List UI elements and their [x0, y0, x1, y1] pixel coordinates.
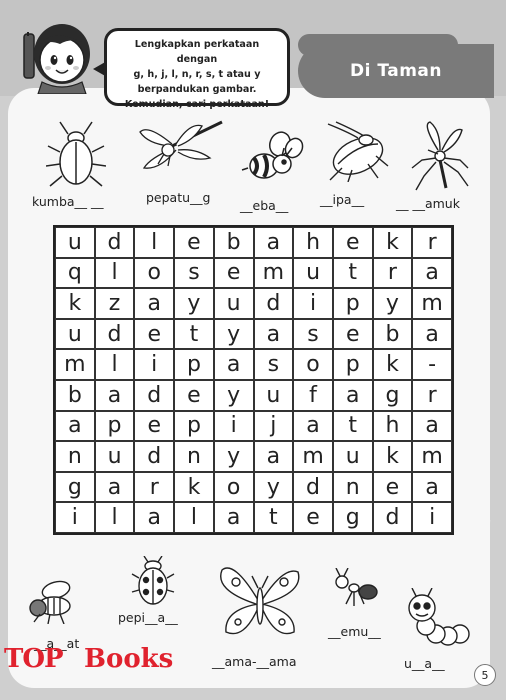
instruction-line-3: berpandukan gambar. — [137, 84, 257, 95]
grid-cell[interactable]: u — [254, 380, 294, 411]
fly-icon — [26, 578, 80, 624]
grid-cell[interactable]: b — [373, 319, 413, 350]
grid-cell[interactable]: e — [174, 227, 214, 258]
grid-cell[interactable]: u — [95, 441, 135, 472]
grid-cell[interactable]: p — [174, 411, 214, 442]
grid-cell[interactable]: d — [254, 288, 294, 319]
grid-cell[interactable]: a — [254, 319, 294, 350]
grid-cell[interactable]: k — [373, 441, 413, 472]
grid-cell[interactable]: a — [55, 411, 95, 442]
grid-cell[interactable]: u — [333, 441, 373, 472]
grid-cell[interactable]: t — [333, 258, 373, 289]
grid-cell[interactable]: o — [214, 472, 254, 503]
ladybug-icon — [130, 556, 176, 610]
grid-cell[interactable]: y — [174, 288, 214, 319]
grid-cell[interactable]: e — [174, 380, 214, 411]
grid-cell[interactable]: m — [254, 258, 294, 289]
instruction-line-1: Lengkapkan perkataan dengan — [134, 39, 260, 65]
grid-cell[interactable]: m — [412, 288, 452, 319]
grid-cell[interactable]: l — [134, 227, 174, 258]
grid-cell[interactable]: e — [134, 319, 174, 350]
page-number: 5 — [474, 664, 496, 686]
grid-cell[interactable]: a — [134, 288, 174, 319]
instruction-bubble — [104, 28, 290, 110]
grid-cell[interactable]: b — [55, 380, 95, 411]
word-search-grid — [53, 225, 454, 535]
grid-cell[interactable]: r — [373, 258, 413, 289]
girl-avatar-icon — [20, 14, 100, 94]
grid-cell[interactable]: y — [214, 441, 254, 472]
label-ladybug: pepi__a__ — [118, 610, 178, 625]
grid-cell[interactable]: d — [293, 472, 333, 503]
grid-cell[interactable]: i — [134, 349, 174, 380]
grid-cell[interactable]: m — [55, 349, 95, 380]
grid-cell[interactable]: r — [134, 472, 174, 503]
grid-cell[interactable]: g — [333, 502, 373, 533]
page-title — [298, 44, 494, 98]
grid-cell[interactable]: a — [412, 411, 452, 442]
grid-cell[interactable]: y — [254, 472, 294, 503]
dragonfly-icon — [138, 118, 224, 174]
grid-cell[interactable]: u — [214, 288, 254, 319]
instruction-line-2: g, h, j, l, n, r, s, t atau y — [133, 69, 261, 80]
label-ant: __emu__ — [328, 624, 381, 639]
grid-cell[interactable]: d — [134, 441, 174, 472]
grid-cell[interactable]: e — [293, 502, 333, 533]
grid-cell[interactable]: a — [412, 472, 452, 503]
bubble-tail — [93, 61, 107, 77]
grid-cell[interactable]: u — [293, 258, 333, 289]
grid-cell[interactable]: d — [373, 502, 413, 533]
grid-cell[interactable]: i — [55, 502, 95, 533]
grid-cell[interactable]: s — [174, 258, 214, 289]
grid-cell[interactable]: p — [333, 288, 373, 319]
grid-cell[interactable]: r — [412, 227, 452, 258]
grid-cell[interactable]: s — [293, 319, 333, 350]
grid-cell[interactable]: a — [134, 502, 174, 533]
label-mosquito: __ __amuk — [396, 196, 460, 211]
grid-cell[interactable]: d — [134, 380, 174, 411]
grid-cell[interactable]: h — [293, 227, 333, 258]
grid-cell[interactable]: n — [55, 441, 95, 472]
grid-cell[interactable]: k — [174, 472, 214, 503]
mosquito-icon — [408, 120, 470, 192]
grid-cell[interactable]: u — [55, 319, 95, 350]
grid-cell[interactable]: e — [373, 472, 413, 503]
grid-cell[interactable]: d — [95, 227, 135, 258]
grid-cell[interactable]: a — [333, 380, 373, 411]
grid-cell[interactable]: h — [373, 411, 413, 442]
label-dragonfly: pepatu__g — [146, 190, 211, 205]
grid-cell[interactable]: a — [254, 441, 294, 472]
grid-cell[interactable]: a — [412, 319, 452, 350]
grid-cell[interactable]: a — [214, 349, 254, 380]
label-fly: __a__at — [34, 636, 80, 651]
grid-cell[interactable]: l — [174, 502, 214, 533]
grid-cell[interactable]: o — [134, 258, 174, 289]
grid-cell[interactable]: p — [95, 411, 135, 442]
grid-cell[interactable]: y — [214, 319, 254, 350]
grid-cell[interactable]: g — [373, 380, 413, 411]
grid-cell[interactable]: b — [214, 227, 254, 258]
logo-top-text: TOP — [4, 644, 63, 674]
grid-cell[interactable]: q — [55, 258, 95, 289]
grid-cell[interactable]: - — [412, 349, 452, 380]
grid-cell[interactable]: g — [55, 472, 95, 503]
grid-cell[interactable]: l — [95, 349, 135, 380]
grid-cell[interactable]: p — [174, 349, 214, 380]
grid-cell[interactable]: i — [412, 502, 452, 533]
grid-cell[interactable]: n — [333, 472, 373, 503]
grid-cell[interactable]: d — [95, 319, 135, 350]
grid-cell[interactable]: m — [412, 441, 452, 472]
topbooks-logo — [4, 640, 184, 678]
grid-cell[interactable]: l — [95, 502, 135, 533]
caterpillar-icon — [402, 588, 474, 652]
grid-cell[interactable]: t — [174, 319, 214, 350]
instruction-line-4: Kemudian, cari perkataan! — [124, 99, 270, 110]
grid-cell[interactable]: t — [333, 411, 373, 442]
grid-cell[interactable]: a — [412, 258, 452, 289]
butterfly-icon — [214, 560, 306, 644]
label-cockroach: __ipa__ — [320, 192, 365, 207]
label-bee: __eba__ — [240, 198, 289, 213]
grid-cell[interactable]: p — [333, 349, 373, 380]
grid-cell[interactable]: k — [373, 349, 413, 380]
label-butterfly: __ama-__ama — [212, 654, 297, 669]
bee-icon — [240, 130, 304, 184]
grid-cell[interactable]: k — [373, 227, 413, 258]
label-beetle: kumba__ __ — [32, 194, 104, 209]
grid-cell[interactable]: k — [55, 288, 95, 319]
grid-cell[interactable]: o — [293, 349, 333, 380]
grid-cell[interactable]: n — [174, 441, 214, 472]
cockroach-icon — [318, 120, 390, 182]
grid-cell[interactable]: a — [95, 380, 135, 411]
grid-cell[interactable]: r — [412, 380, 452, 411]
grid-cell[interactable]: z — [95, 288, 135, 319]
grid-cell[interactable]: s — [254, 349, 294, 380]
grid-cell[interactable]: e — [134, 411, 174, 442]
logo-books-text: Books — [84, 644, 174, 674]
grid-cell[interactable]: a — [293, 411, 333, 442]
ant-icon — [332, 568, 378, 608]
grid-cell[interactable]: a — [95, 472, 135, 503]
grid-cell[interactable]: t — [254, 502, 294, 533]
grid-cell[interactable]: e — [333, 227, 373, 258]
grid-cell[interactable]: l — [95, 258, 135, 289]
grid-cell[interactable]: a — [254, 227, 294, 258]
label-caterpillar: u__a__ — [404, 656, 445, 671]
grid-cell[interactable]: a — [214, 502, 254, 533]
grid-cell[interactable]: e — [333, 319, 373, 350]
grid-cell[interactable]: u — [55, 227, 95, 258]
grid-cell[interactable]: y — [373, 288, 413, 319]
grid-cell[interactable]: y — [214, 380, 254, 411]
grid-cell[interactable]: f — [293, 380, 333, 411]
grid-cell[interactable]: i — [293, 288, 333, 319]
grid-cell[interactable]: m — [293, 441, 333, 472]
grid-cell[interactable]: i — [214, 411, 254, 442]
grid-cell[interactable]: e — [214, 258, 254, 289]
beetle-icon — [46, 120, 106, 190]
grid-cell[interactable]: j — [254, 411, 294, 442]
page-title-text: Di Taman — [349, 61, 443, 81]
